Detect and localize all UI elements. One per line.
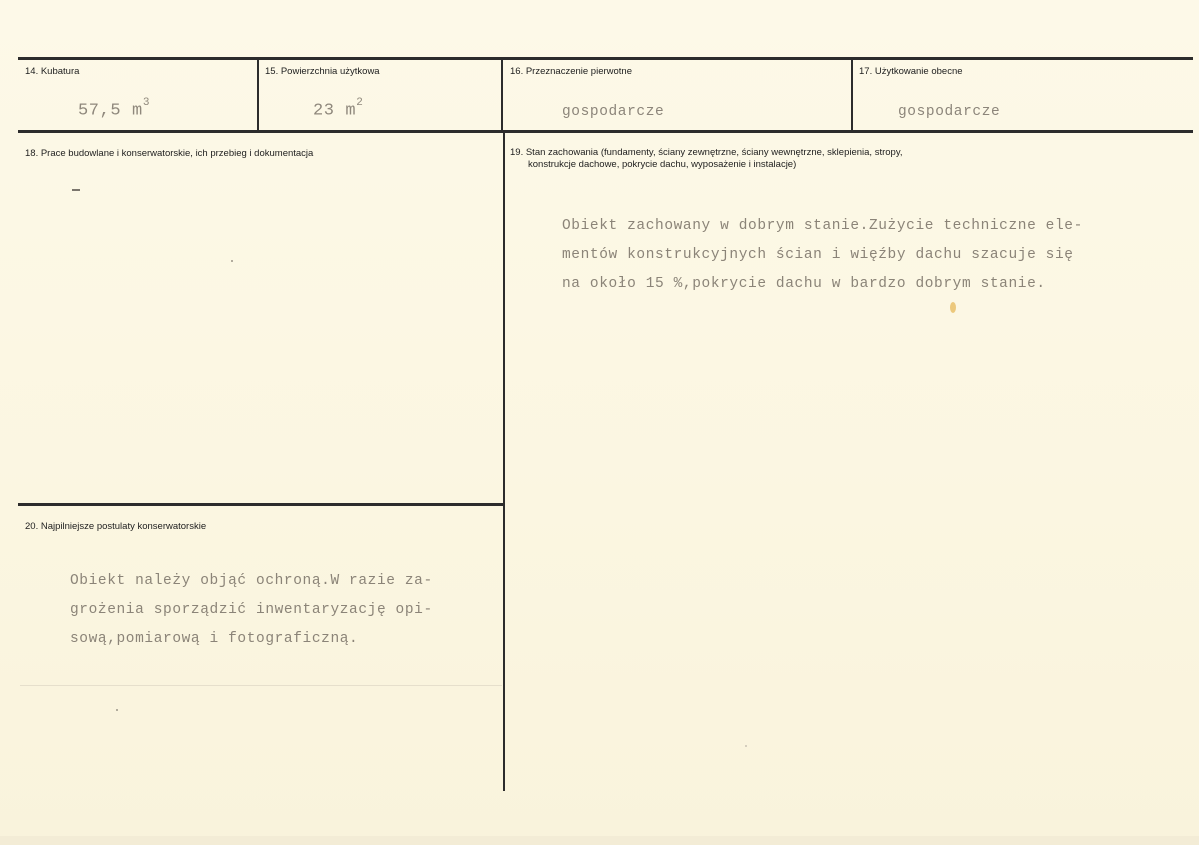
field-19-text bbox=[562, 212, 1083, 299]
field-16-value: gospodarcze bbox=[562, 104, 665, 120]
field-20-label: 20. Najpilniejsze postulaty konserwatorskie bbox=[25, 521, 207, 532]
paper-stain bbox=[950, 302, 956, 313]
field-17-label: 17. Użytkowanie obecne bbox=[859, 66, 963, 77]
row1-bottom-rule bbox=[18, 130, 1193, 133]
field-19-label-line2: konstrukcje dachowe, pokrycie dachu, wyposażenie i instalacje) bbox=[528, 159, 797, 170]
section20-top-rule bbox=[18, 503, 504, 506]
field-14-value bbox=[78, 97, 151, 121]
field-20-text-line: Obiekt należy objąć ochroną.W razie za- bbox=[70, 573, 433, 589]
field-16-label: 16. Przeznaczenie pierwotne bbox=[510, 66, 632, 77]
field-18-label: 18. Prace budowlane i konserwatorskie, ich przebieg i dokumentacja bbox=[25, 148, 314, 159]
field-18-dash bbox=[72, 189, 80, 191]
field-19-label-line1: 19. Stan zachowania (fundamenty, ściany zewnętrzne, ściany wewnętrzne, sklepienia, stropy, bbox=[510, 147, 903, 158]
field-14-value-exponent: 3 bbox=[142, 97, 151, 109]
field-15-value-exponent: 2 bbox=[356, 97, 364, 109]
field-15-value bbox=[313, 97, 364, 121]
paper-speck bbox=[231, 260, 233, 262]
paper-speck bbox=[116, 709, 118, 711]
field-20-text-line: sową,pomiarową i fotograficzną. bbox=[70, 631, 359, 647]
paper-speck bbox=[745, 745, 747, 747]
field-19-text-line: Obiekt zachowany w dobrym stanie.Zużycie techniczne ele- bbox=[562, 218, 1083, 234]
field-17-value: gospodarcze bbox=[898, 104, 1001, 120]
divider-16-17 bbox=[851, 58, 853, 132]
divider-15-16 bbox=[501, 58, 503, 132]
field-14-value-text: 57,5 m bbox=[78, 101, 143, 121]
top-rule bbox=[18, 57, 1193, 60]
field-19-text-line: mentów konstrukcyjnych ścian i więźby dachu szacuje się bbox=[562, 247, 1074, 263]
divider-left-right bbox=[503, 131, 505, 791]
field-15-label: 15. Powierzchnia użytkowa bbox=[265, 66, 380, 77]
field-14-label: 14. Kubatura bbox=[25, 66, 80, 77]
field-19-text-line: na około 15 %,pokrycie dachu w bardzo dobrym stanie. bbox=[562, 276, 1046, 292]
faint-fold-line bbox=[20, 685, 502, 686]
field-20-text-line: grożenia sporządzić inwentaryzację opi- bbox=[70, 602, 433, 618]
field-15-value-text: 23 m bbox=[313, 101, 357, 121]
field-20-text bbox=[70, 567, 433, 654]
paper-bottom-edge bbox=[0, 836, 1199, 845]
divider-14-15 bbox=[257, 58, 259, 132]
